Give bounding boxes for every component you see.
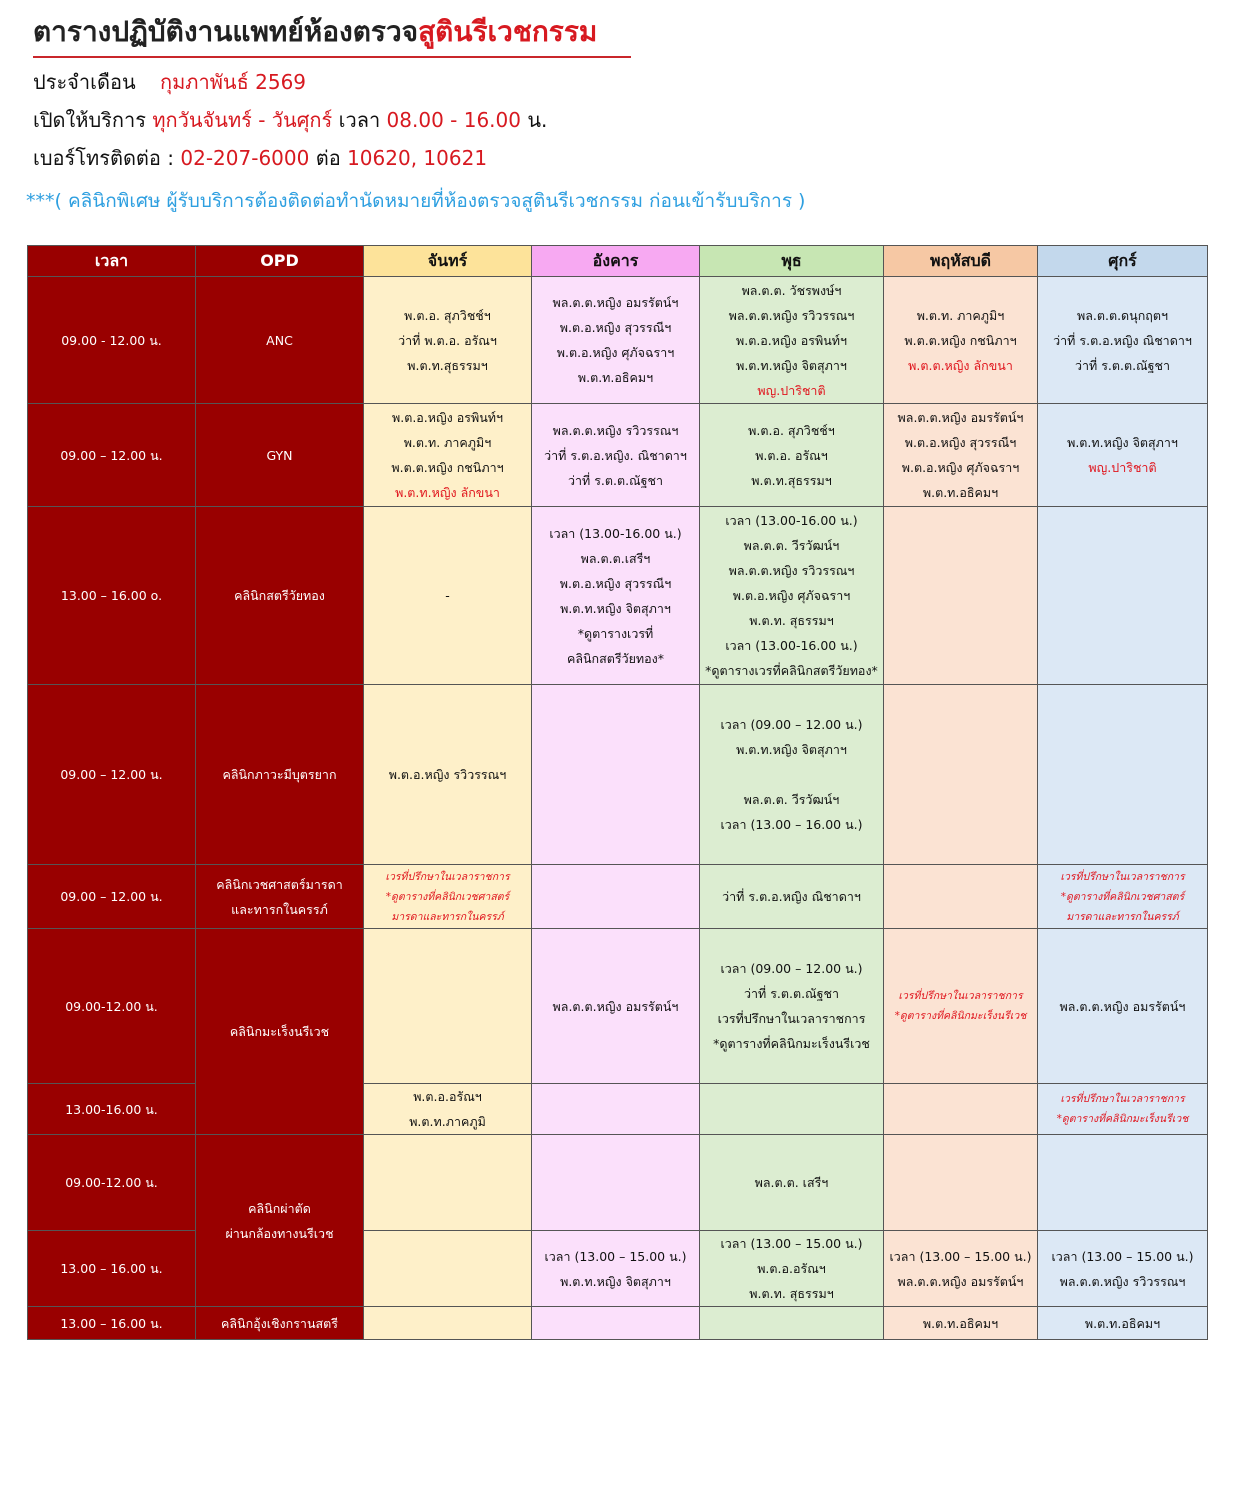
- doctor-line: มารดาและทารกในครรภ์: [391, 910, 504, 923]
- special-clinic-note: ***( คลินิกพิเศษ ผู้รับบริการต้องติดต่อทำนัดหมายที่ห้องตรวจสูตินรีเวชกรรม ก่อนเข้ารับบริการ ): [26, 190, 806, 212]
- cell-onco-am-fri: [1038, 929, 1208, 1084]
- cell-endo-am-mon: [364, 1135, 532, 1231]
- doctor-line: พ.ต.อ.หญิง อรพินท์ฯ: [735, 332, 848, 348]
- opd-cell: [196, 1135, 364, 1307]
- doctor-line: มารดาและทารกในครรภ์: [1066, 910, 1179, 923]
- opd-cell: คลินิกสตรีวัยทอง: [196, 507, 364, 685]
- doctor-line: พ.ต.อ.หญิง สุวรรณีฯ: [559, 575, 672, 591]
- cell-gyn-thu: [884, 404, 1038, 507]
- cell-endo-am-tue: [532, 1135, 700, 1231]
- header-friday: ศุกร์: [1038, 246, 1208, 277]
- cell-onco-pm-thu: [884, 1084, 1038, 1135]
- doctor-line: ว่าที่ ร.ต.ต.ณัฐชา: [567, 472, 664, 488]
- cell-mfm-fri: [1038, 865, 1208, 929]
- cell-endo-am-fri: [1038, 1135, 1208, 1231]
- doctor-line: เวลา (09.00 – 12.00 น.): [720, 717, 863, 732]
- cell-endo-pm-tue: [532, 1231, 700, 1307]
- doctor-line: เวรที่ปรึกษาในเวลาราชการ: [385, 870, 510, 883]
- cell-gyn-fri: [1038, 404, 1208, 507]
- header-time: เวลา: [28, 246, 196, 277]
- doctor-line: พ.ต.อ.หญิง สุวรรณีฯ: [559, 320, 672, 335]
- doctor-line: พ.ต.อ.หญิง ศุภัจฉราฯ: [556, 345, 675, 360]
- doctor-line: พ.ต.ท.หญิง จิตสุภาฯ: [560, 600, 671, 616]
- doctor-line: พ.ต.อ.หญิง ศุภัจฉราฯ: [732, 588, 851, 603]
- time-cell: 13.00-16.00 น.: [28, 1084, 196, 1135]
- doctor-line: พล.ต.ต. วัชรพงษ์ฯ: [741, 282, 842, 298]
- title-main: ตารางปฏิบัติงานแพทย์ห้องตรวจ: [33, 15, 419, 48]
- doctor-line: พล.ต.ต.หญิง อมรรัตน์ฯ: [897, 1273, 1024, 1289]
- doctor-line: พ.ต.ท.อธิคมฯ: [922, 485, 999, 500]
- doctor-line: *ดูตารางที่คลินิกเวชศาสตร์: [385, 890, 510, 903]
- doctor-line: พล.ต.ต.หญิง รวิวรรณฯ: [728, 307, 855, 323]
- doctor-line: พ.ต.ท.สุธรรมฯ: [407, 357, 488, 373]
- doctor-line: *ดูตารางที่คลินิกเวชศาสตร์: [1060, 890, 1185, 903]
- row-anc: [28, 277, 1208, 404]
- cell-onco-pm-tue: [532, 1084, 700, 1135]
- doctor-line: พ.ต.ต.หญิง กชนิภาฯ: [904, 332, 1017, 348]
- header-thursday: พฤหัสบดี: [884, 246, 1038, 277]
- doctor-line: พล.ต.ต. วีรวัฒน์ฯ: [743, 538, 840, 553]
- doctor-line: พ.ต.ท.หญิง จิตสุภาฯ: [1067, 435, 1178, 450]
- doctor-line: *ดูตารางเวรที่: [577, 625, 654, 641]
- doctor-line: *ดูตารางที่คลินิกมะเร็งนรีเวช: [894, 1010, 1027, 1022]
- cell-infert-tue: [532, 685, 700, 865]
- cell-uro-wed: [700, 1307, 884, 1340]
- header-tuesday: อังคาร: [532, 246, 700, 277]
- cell-mfm-tue: [532, 865, 700, 929]
- doctor-line: เวลา (13.00-16.00 น.): [725, 638, 858, 653]
- header-wednesday: พุธ: [700, 246, 884, 277]
- doctor-line: พ.ต.ท.อธิคมฯ: [1084, 1315, 1161, 1331]
- doctor-line: พ.ต.ท.อธิคมฯ: [577, 370, 654, 385]
- cell-anc-mon: [364, 277, 532, 404]
- time-cell: 09.00-12.00 น.: [28, 929, 196, 1084]
- doctor-line: เวรที่ปรึกษาในเวลาราชการ: [1060, 870, 1185, 883]
- cell-uro-thu: [884, 1307, 1038, 1340]
- month-row: [33, 66, 306, 98]
- doctor-line: *ดูตารางที่คลินิกมะเร็งนรีเวช: [1056, 1113, 1189, 1125]
- doctor-name-red: พญ.ปาริชาติ: [1088, 460, 1157, 475]
- doctor-line: คลินิกเวชศาสตร์มารดา: [216, 876, 343, 892]
- doctor-line: พ.ต.อ. อรัณฯ: [755, 447, 828, 463]
- time-value: 08.00 - 16.00: [386, 108, 521, 132]
- phone-row: [33, 142, 487, 174]
- doctor-line: เวลา (13.00-16.00 น.): [549, 525, 682, 541]
- cell-mfm-thu: [884, 865, 1038, 929]
- doctor-line: *ดูตารางที่คลินิกมะเร็งนรีเวช: [713, 1036, 870, 1051]
- doctor-line: ผ่านกล้องทางนรีเวช: [225, 1225, 334, 1241]
- cell-endo-pm-wed: [700, 1231, 884, 1307]
- doctor-line: คลินิกผ่าตัด: [248, 1200, 311, 1216]
- cell-anc-wed: [700, 277, 884, 404]
- schedule-table: [27, 245, 1208, 1340]
- doctor-line: เวรที่ปรึกษาในเวลาราชการ: [717, 1011, 866, 1026]
- opd-cell: คลินิกอุ้งเชิงกรานสตรี: [196, 1307, 364, 1340]
- doctor-line: พล.ต.ต.หญิง รวิวรรณฯ: [552, 422, 679, 438]
- open-days: ทุกวันจันทร์ - วันศุกร์: [152, 108, 333, 132]
- doctor-line: พ.ต.อ.หญิง สุวรรณีฯ: [904, 435, 1017, 450]
- doctor-line: พ.ต.ท.ภาคภูมิ: [409, 1114, 486, 1129]
- opd-cell: ANC: [196, 277, 364, 404]
- doctor-line: พ.ต.ท.อธิคมฯ: [922, 1315, 999, 1331]
- doctor-name-red: พ.ต.ท.หญิง ลักขนา: [395, 485, 500, 500]
- time-cell: 09.00-12.00 น.: [28, 1135, 196, 1231]
- doctor-line: พ.ต.ท. สุธรรมฯ: [749, 1286, 834, 1301]
- doctor-line: เวลา (09.00 – 12.00 น.): [720, 961, 863, 976]
- cell-meno-wed: [700, 507, 884, 685]
- doctor-line: พล.ต.ต. เสรีฯ: [754, 1175, 829, 1190]
- doctor-line: พ.ต.ท.หญิง จิตสุภาฯ: [560, 1273, 671, 1289]
- cell-mfm-wed: [700, 865, 884, 929]
- cell-gyn-mon: [364, 404, 532, 507]
- doctor-line: ว่าที่ พ.ต.อ. อรัณฯ: [398, 332, 497, 348]
- opd-cell: คลินิกมะเร็งนรีเวช: [196, 929, 364, 1135]
- cell-onco-pm-mon: [364, 1084, 532, 1135]
- doctor-line: เวลา (13.00 – 15.00 น.): [720, 1236, 863, 1251]
- cell-anc-fri: [1038, 277, 1208, 404]
- row-gyn: [28, 404, 1208, 507]
- doctor-line: พ.ต.ท. สุธรรมฯ: [749, 613, 834, 628]
- cell-endo-pm-fri: [1038, 1231, 1208, 1307]
- doctor-name-red: พ.ต.ต.หญิง ลักขนา: [908, 357, 1013, 373]
- doctor-line: [702, 762, 881, 787]
- time-cell: 13.00 – 16.00 น.: [28, 1231, 196, 1307]
- cell-infert-mon: [364, 685, 532, 865]
- cell-gyn-wed: [700, 404, 884, 507]
- doctor-line: ว่าที่ ร.ต.ต.ณัฐชา: [1074, 357, 1171, 373]
- opd-cell: GYN: [196, 404, 364, 507]
- time-cell: 13.00 – 16.00 น.: [28, 1307, 196, 1340]
- doctor-line: พ.ต.ท.สุธรรมฯ: [751, 472, 832, 488]
- time-cell: 09.00 – 12.00 น.: [28, 404, 196, 507]
- doctor-line: พ.ต.ต.หญิง กชนิภาฯ: [391, 460, 504, 475]
- time-label: เวลา: [338, 108, 381, 132]
- doctor-line: พ.ต.อ.หญิง รวิวรรณฯ: [388, 767, 507, 782]
- time-cell: 09.00 – 12.00 น.: [28, 865, 196, 929]
- cell-anc-thu: [884, 277, 1038, 404]
- row-infertility: [28, 685, 1208, 865]
- doctor-line: เวลา (13.00 – 15.00 น.): [889, 1248, 1032, 1264]
- row-onco-am: [28, 929, 1208, 1084]
- doctor-line: พ.ต.ท. ภาคภูมิฯ: [403, 435, 492, 450]
- cell-meno-tue: [532, 507, 700, 685]
- cell-infert-thu: [884, 685, 1038, 865]
- doctor-line: พล.ต.ต.หญิง อมรรัตน์ฯ: [1059, 998, 1186, 1014]
- cell-meno-fri: [1038, 507, 1208, 685]
- cell-infert-wed: [700, 685, 884, 865]
- doctor-line: พ.ต.อ.อรัณฯ: [413, 1089, 482, 1104]
- hours-row: [33, 104, 547, 136]
- doctor-line: พ.ต.อ. สุภวิชช์ฯ: [404, 307, 491, 323]
- ext-value: 10620, 10621: [347, 146, 488, 170]
- phone-label: เบอร์โทรติดต่อ :: [33, 146, 175, 170]
- opd-cell: [196, 865, 364, 929]
- doctor-line: พ.ต.อ.หญิง อรพินท์ฯ: [391, 410, 504, 425]
- cell-gyn-tue: [532, 404, 700, 507]
- header-monday: จันทร์: [364, 246, 532, 277]
- doctor-line: ว่าที่ ร.ต.อ.หญิง. ณิชาดาฯ: [544, 447, 687, 463]
- doctor-line: พ.ต.ท.หญิง จิตสุภาฯ: [736, 742, 847, 757]
- cell-uro-mon: [364, 1307, 532, 1340]
- row-endo-am: [28, 1135, 1208, 1231]
- doctor-name-red: พญ.ปาริชาติ: [757, 382, 826, 398]
- doctor-line: พล.ต.ต.หญิง รวิวรรณฯ: [1059, 1273, 1186, 1289]
- time-cell: 09.00 – 12.00 น.: [28, 685, 196, 865]
- doctor-line: พล.ต.ต. วีรวัฒน์ฯ: [743, 792, 840, 807]
- doctor-line: พ.ต.อ. สุภวิชช์ฯ: [748, 422, 835, 438]
- open-label: เปิดให้บริการ: [33, 108, 146, 132]
- cell-meno-mon: -: [364, 507, 532, 685]
- month-label: ประจำเดือน: [33, 70, 136, 94]
- time-cell: 13.00 – 16.00 o.: [28, 507, 196, 685]
- doctor-line: พล.ต.ต.หญิง อมรรัตน์ฯ: [552, 998, 679, 1014]
- cell-onco-am-wed: [700, 929, 884, 1084]
- doctor-line: พล.ต.ต.หญิง รวิวรรณฯ: [728, 563, 855, 578]
- cell-onco-pm-fri: [1038, 1084, 1208, 1135]
- doctor-line: ว่าที่ ร.ต.อ.หญิง ณิชาดาฯ: [722, 889, 861, 904]
- cell-endo-am-wed: [700, 1135, 884, 1231]
- cell-infert-fri: [1038, 685, 1208, 865]
- header-row: [28, 246, 1208, 277]
- cell-meno-thu: [884, 507, 1038, 685]
- cell-endo-am-thu: [884, 1135, 1038, 1231]
- cell-onco-am-tue: [532, 929, 700, 1084]
- doctor-line: ว่าที่ ร.ต.ต.ณัฐชา: [743, 986, 840, 1001]
- cell-uro-fri: [1038, 1307, 1208, 1340]
- doctor-line: คลินิกสตรีวัยทอง*: [566, 650, 665, 666]
- doctor-line: พล.ต.ต.เสรีฯ: [580, 550, 651, 566]
- cell-uro-tue: [532, 1307, 700, 1340]
- cell-onco-pm-wed: [700, 1084, 884, 1135]
- title-dept: สูตินรีเวชกรรม: [418, 15, 598, 48]
- doctor-line: เวลา (13.00-16.00 น.): [725, 513, 858, 528]
- doctor-line: *ดูตารางเวรที่คลินิกสตรีวัยทอง*: [705, 663, 878, 678]
- doctor-line: และทารกในครรภ์: [231, 901, 328, 917]
- doctor-line: เวรที่ปรึกษาในเวลาราชการ: [1060, 1093, 1185, 1105]
- doctor-line: เวลา (13.00 – 16.00 น.): [720, 817, 863, 832]
- ext-label: ต่อ: [315, 146, 341, 170]
- cell-endo-pm-mon: [364, 1231, 532, 1307]
- row-mfm: [28, 865, 1208, 929]
- doctor-line: พ.ต.ท. ภาคภูมิฯ: [916, 307, 1005, 323]
- title-underline: [33, 56, 631, 58]
- time-cell: 09.00 - 12.00 น.: [28, 277, 196, 404]
- cell-onco-am-thu: [884, 929, 1038, 1084]
- row-menopause: [28, 507, 1208, 685]
- doctor-line: พ.ต.อ.หญิง ศุภัจฉราฯ: [901, 460, 1020, 475]
- cell-mfm-mon: [364, 865, 532, 929]
- opd-cell: คลินิกภาวะมีบุตรยาก: [196, 685, 364, 865]
- header-opd: OPD: [196, 246, 364, 277]
- time-unit: น.: [527, 108, 548, 132]
- doctor-line: พ.ต.อ.อรัณฯ: [757, 1261, 826, 1276]
- doctor-line: เวลา (13.00 – 15.00 น.): [1051, 1248, 1194, 1264]
- doctor-line: พล.ต.ต.หญิง อมรรัตน์ฯ: [897, 410, 1024, 425]
- doctor-line: พล.ต.ต.ดนุกฤตฯ: [1077, 307, 1168, 323]
- cell-endo-pm-thu: [884, 1231, 1038, 1307]
- doctor-line: ว่าที่ ร.ต.อ.หญิง ณิชาดาฯ: [1053, 332, 1192, 348]
- doctor-line: พล.ต.ต.หญิง อมรรัตน์ฯ: [552, 295, 679, 310]
- doctor-line: พ.ต.ท.หญิง จิตสุภาฯ: [736, 357, 847, 373]
- phone-value: 02-207-6000: [180, 146, 310, 170]
- cell-anc-tue: [532, 277, 700, 404]
- cell-onco-am-mon: [364, 929, 532, 1084]
- month-value: กุมภาพันธ์ 2569: [160, 70, 307, 94]
- doctor-line: เวรที่ปรึกษาในเวลาราชการ: [898, 990, 1023, 1002]
- row-urogyn: [28, 1307, 1208, 1340]
- doctor-line: เวลา (13.00 – 15.00 น.): [544, 1248, 687, 1264]
- page-title: [33, 10, 597, 54]
